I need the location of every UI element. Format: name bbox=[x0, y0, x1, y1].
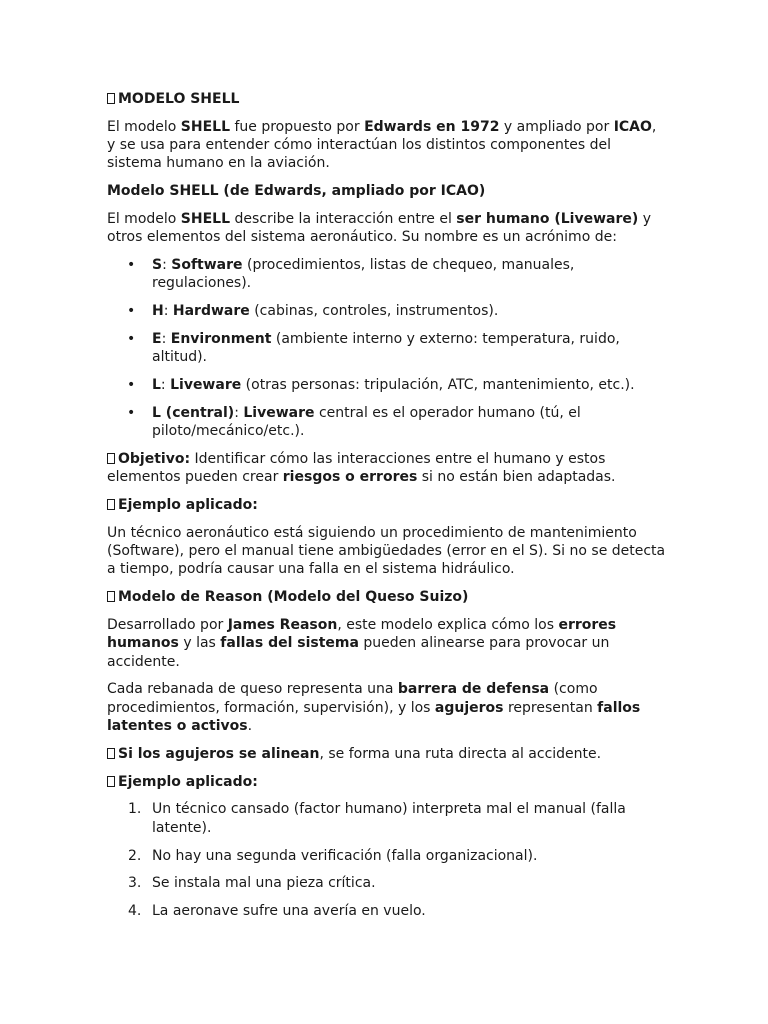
list-item: 4. La aeronave sufre una avería en vuelo. bbox=[128, 903, 426, 920]
example-steps-list bbox=[107, 800, 667, 920]
list-item: • E: Environment (ambiente interno y externo: temperatura, ruido, altitud). bbox=[107, 330, 667, 367]
shell-components-list bbox=[107, 256, 667, 440]
document-page bbox=[107, 90, 667, 930]
section-heading-shell: MODELO SHELL bbox=[107, 90, 667, 108]
missing-glyph-icon bbox=[107, 776, 115, 787]
missing-glyph-icon bbox=[107, 453, 115, 464]
paragraph-cheese: Cada rebanada de queso representa una barrera de defensa (como procedimientos, formación, supervisión), y los agujeros representan fallos latentes o activos. bbox=[107, 681, 641, 735]
paragraph-align: Si los agujeros se alinean, se forma una ruta directa al accidente. bbox=[107, 745, 667, 763]
subheading-shell: Modelo SHELL (de Edwards, ampliado por ICAO) bbox=[107, 183, 486, 200]
list-item: • L: Liveware (otras personas: tripulación, ATC, mantenimiento, etc.). bbox=[107, 376, 667, 394]
example-heading: Ejemplo aplicado: bbox=[107, 496, 667, 514]
missing-glyph-icon bbox=[107, 93, 115, 104]
list-item: 1. Un técnico cansado (factor humano) interpreta mal el manual (falla latente). bbox=[128, 801, 626, 836]
paragraph-reason-intro: Desarrollado por James Reason, este modelo explica cómo los errores humanos y las fallas del sistema pueden alinearse para provocar un accidente. bbox=[107, 617, 617, 670]
paragraph-objective: Objetivo: Identificar cómo las interacciones entre el humano y estos elementos pueden crear riesgos o errores si no están bien adaptadas. bbox=[107, 450, 616, 486]
list-item: 2. No hay una segunda verificación (falla organizacional). bbox=[128, 847, 538, 864]
list-item: 3. Se instala mal una pieza crítica. bbox=[128, 875, 376, 892]
missing-glyph-icon bbox=[107, 591, 115, 602]
missing-glyph-icon bbox=[107, 748, 115, 759]
section-heading-reason: Modelo de Reason (Modelo del Queso Suizo) bbox=[107, 588, 667, 606]
paragraph-intro: El modelo SHELL fue propuesto por Edwards en 1972 y ampliado por ICAO, y se usa para entender cómo interactúan los distintos componentes del sistema humano en la aviación. bbox=[107, 118, 657, 172]
paragraph-example: Un técnico aeronáutico está siguiendo un procedimiento de mantenimiento (Software), pero el manual tiene ambigüedades (error en el S). Si no se detecta a tiempo, podría causar una falla en el sistema hidráulico. bbox=[107, 524, 666, 578]
list-item: • H: Hardware (cabinas, controles, instrumentos). bbox=[107, 302, 667, 320]
missing-glyph-icon bbox=[107, 499, 115, 510]
list-item: • S: Software (procedimientos, listas de chequeo, manuales, regulaciones). bbox=[107, 256, 667, 293]
paragraph-describe: El modelo SHELL describe la interacción entre el ser humano (Liveware) y otros elementos del sistema aeronáutico. Su nombre es un acrónimo de: bbox=[107, 210, 651, 246]
list-item: • L (central): Liveware central es el operador humano (tú, el piloto/mecánico/etc.). bbox=[107, 404, 667, 441]
example-heading: Ejemplo aplicado: bbox=[107, 773, 667, 791]
